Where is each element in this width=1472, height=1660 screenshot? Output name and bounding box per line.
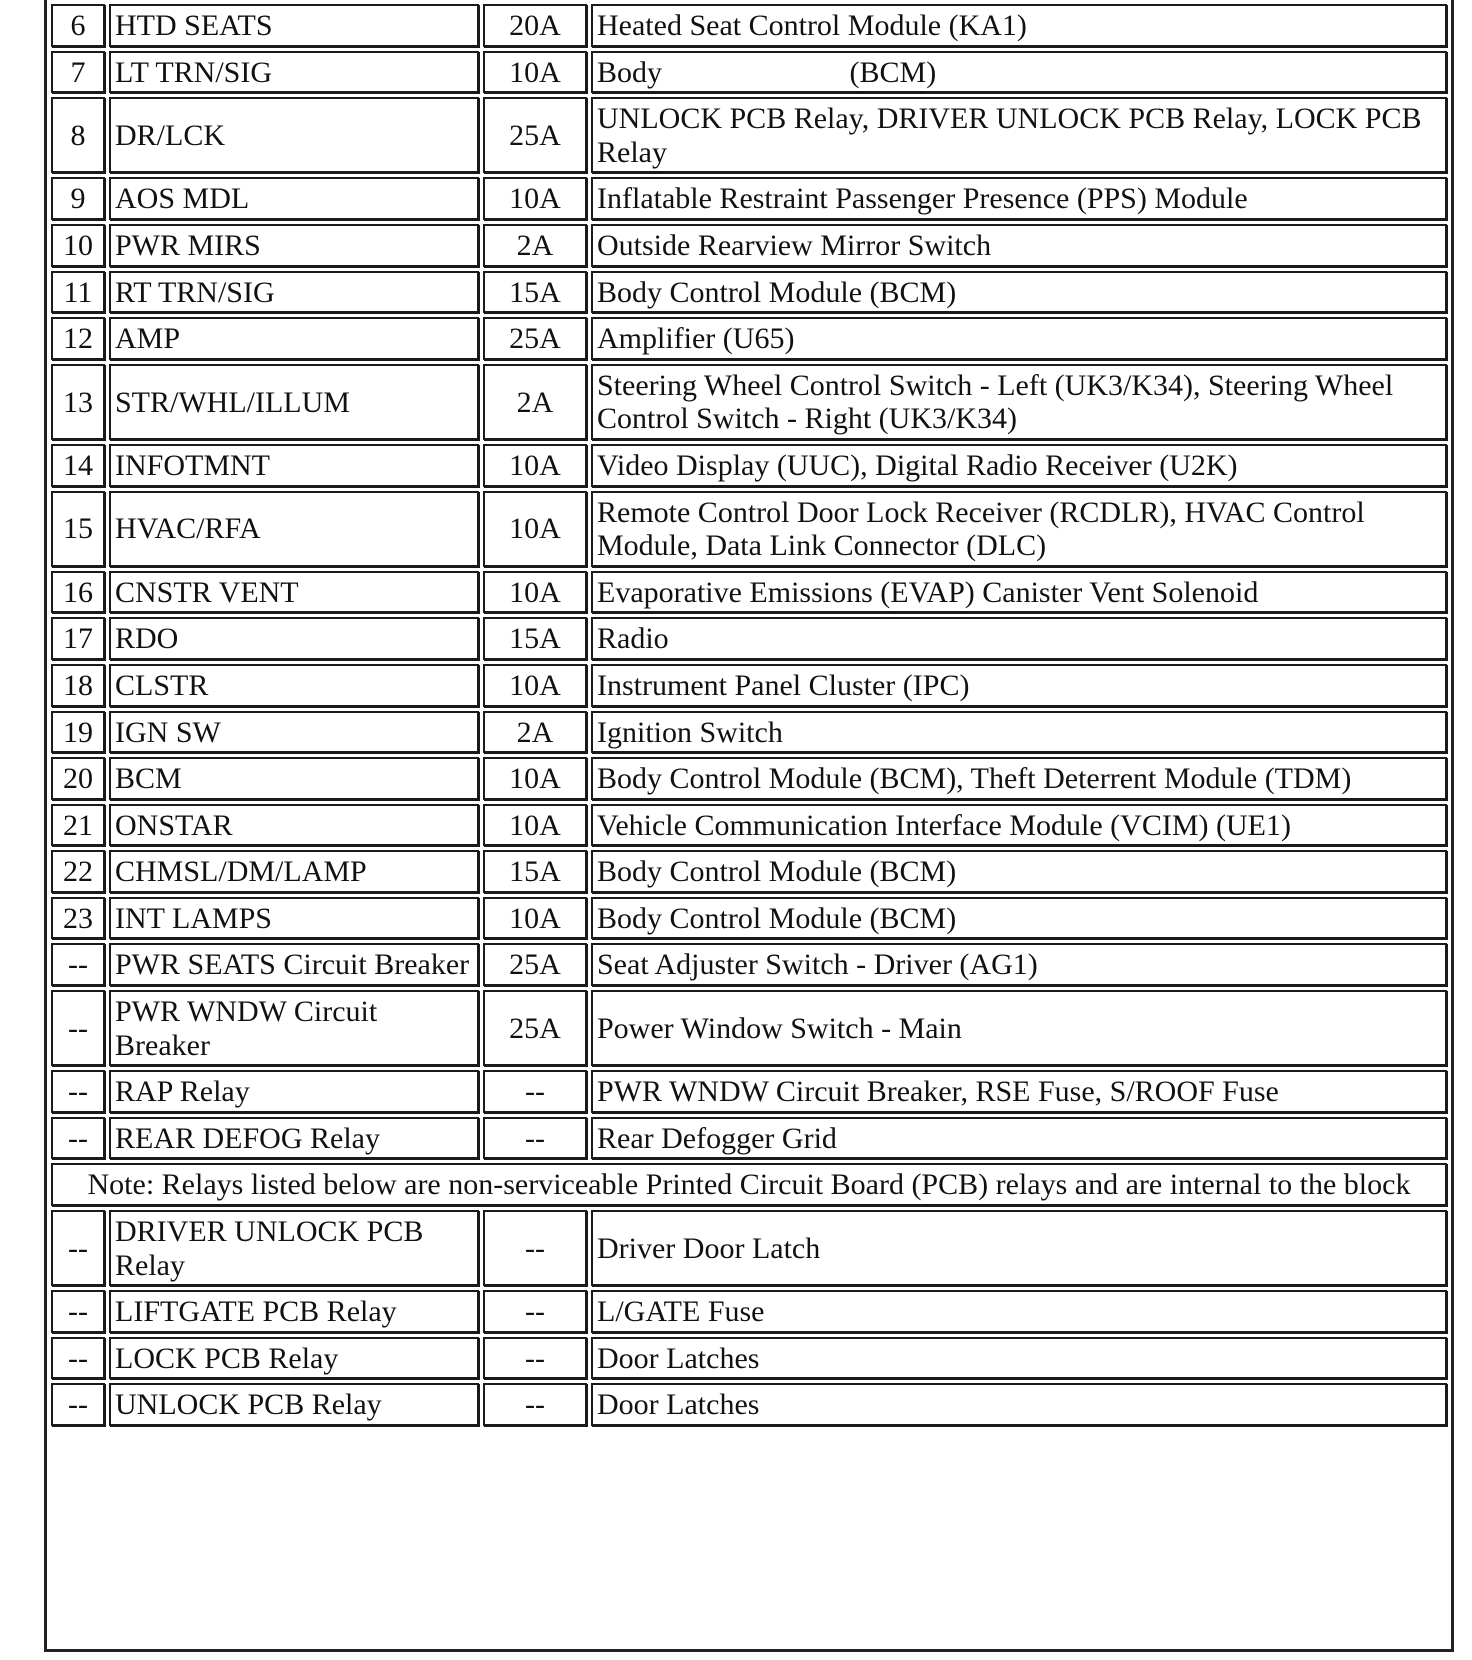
fuse-label: AOS MDL [109, 177, 479, 220]
circuit-description: Body Control Module (BCM) [591, 897, 1447, 940]
fuse-row [51, 897, 1447, 940]
fuse-table [47, 0, 1451, 1430]
fuse-row [51, 271, 1447, 314]
circuit-description: Body Control Module (BCM) [591, 850, 1447, 893]
circuit-description: Door Latches [591, 1383, 1447, 1426]
fuse-rating: -- [483, 1383, 587, 1426]
fuse-number: 18 [51, 664, 105, 707]
fuse-rating: 10A [483, 804, 587, 847]
fuse-row [51, 224, 1447, 267]
circuit-description: UNLOCK PCB Relay, DRIVER UNLOCK PCB Relay, LOCK PCB Relay [591, 97, 1447, 173]
fuse-number: 8 [51, 97, 105, 173]
circuit-description: Body Control Module (BCM), Theft Deterrent Module (TDM) [591, 757, 1447, 800]
fuse-number: 6 [51, 4, 105, 47]
fuse-rating: 25A [483, 97, 587, 173]
fuse-rating: 10A [483, 571, 587, 614]
fuse-rating: 25A [483, 943, 587, 986]
fuse-rating: 10A [483, 757, 587, 800]
fuse-label: AMP [109, 317, 479, 360]
fuse-rating: -- [483, 1210, 587, 1286]
fuse-rating: -- [483, 1290, 587, 1333]
circuit-description: Heated Seat Control Module (KA1) [591, 4, 1447, 47]
circuit-description: L/GATE Fuse [591, 1290, 1447, 1333]
fuse-row [51, 491, 1447, 567]
fuse-label: UNLOCK PCB Relay [109, 1383, 479, 1426]
fuse-number: -- [51, 1383, 105, 1426]
fuse-label: PWR WNDW Circuit Breaker [109, 990, 479, 1066]
fuse-label: BCM [109, 757, 479, 800]
fuse-row [51, 97, 1447, 173]
fuse-row [51, 617, 1447, 660]
fuse-rating: 15A [483, 850, 587, 893]
fuse-rating: -- [483, 1070, 587, 1113]
fuse-rating: 10A [483, 444, 587, 487]
fuse-label: INFOTMNT [109, 444, 479, 487]
fuse-number: -- [51, 990, 105, 1066]
circuit-description: Amplifier (U65) [591, 317, 1447, 360]
fuse-chart-sheet [44, 0, 1454, 1652]
fuse-number: -- [51, 1117, 105, 1160]
fuse-number: 20 [51, 757, 105, 800]
fuse-row [51, 317, 1447, 360]
fuse-row [51, 990, 1447, 1066]
fuse-table-body [51, 4, 1447, 1159]
fuse-label: LT TRN/SIG [109, 51, 479, 94]
fuse-rating: 15A [483, 271, 587, 314]
fuse-number: 9 [51, 177, 105, 220]
circuit-description: Steering Wheel Control Switch - Left (UK3/K34), Steering Wheel Control Switch - Right (UK3/K34) [591, 364, 1447, 440]
fuse-number: 10 [51, 224, 105, 267]
fuse-row [51, 1070, 1447, 1113]
fuse-number: 23 [51, 897, 105, 940]
circuit-description: Power Window Switch - Main [591, 990, 1447, 1066]
fuse-label: ONSTAR [109, 804, 479, 847]
fuse-number: -- [51, 943, 105, 986]
fuse-rating: 2A [483, 711, 587, 754]
fuse-row [51, 850, 1447, 893]
fuse-number: -- [51, 1290, 105, 1333]
circuit-description: Radio [591, 617, 1447, 660]
fuse-label: REAR DEFOG Relay [109, 1117, 479, 1160]
circuit-description: Driver Door Latch [591, 1210, 1447, 1286]
fuse-row [51, 1117, 1447, 1160]
fuse-label: RDO [109, 617, 479, 660]
fuse-rating: 25A [483, 317, 587, 360]
relay-note: Note: Relays listed below are non-serviceable Printed Circuit Board (PCB) relays and are internal to the block [51, 1163, 1447, 1206]
relay-row [51, 1337, 1447, 1380]
circuit-description: Instrument Panel Cluster (IPC) [591, 664, 1447, 707]
fuse-label: CNSTR VENT [109, 571, 479, 614]
note-row [51, 1163, 1447, 1206]
note-section [51, 1163, 1447, 1206]
fuse-number: 17 [51, 617, 105, 660]
fuse-label: STR/WHL/ILLUM [109, 364, 479, 440]
fuse-number: 7 [51, 51, 105, 94]
fuse-number: 11 [51, 271, 105, 314]
fuse-rating: 2A [483, 364, 587, 440]
fuse-rating: 20A [483, 4, 587, 47]
fuse-number: 12 [51, 317, 105, 360]
fuse-number: 21 [51, 804, 105, 847]
fuse-rating: 10A [483, 51, 587, 94]
fuse-number: -- [51, 1070, 105, 1113]
circuit-description: Vehicle Communication Interface Module (VCIM) (UE1) [591, 804, 1447, 847]
fuse-label: PWR SEATS Circuit Breaker [109, 943, 479, 986]
relay-table-body [51, 1210, 1447, 1426]
fuse-number: -- [51, 1337, 105, 1380]
fuse-label: PWR MIRS [109, 224, 479, 267]
fuse-number: 13 [51, 364, 105, 440]
fuse-label: CHMSL/DM/LAMP [109, 850, 479, 893]
fuse-rating: 15A [483, 617, 587, 660]
fuse-row [51, 664, 1447, 707]
fuse-row [51, 757, 1447, 800]
fuse-row [51, 51, 1447, 94]
fuse-label: RT TRN/SIG [109, 271, 479, 314]
fuse-label: HTD SEATS [109, 4, 479, 47]
fuse-number: 15 [51, 491, 105, 567]
circuit-description: Ignition Switch [591, 711, 1447, 754]
fuse-label: CLSTR [109, 664, 479, 707]
circuit-description: Door Latches [591, 1337, 1447, 1380]
fuse-row [51, 444, 1447, 487]
circuit-description: PWR WNDW Circuit Breaker, RSE Fuse, S/ROOF Fuse [591, 1070, 1447, 1113]
fuse-number: 19 [51, 711, 105, 754]
fuse-rating: 10A [483, 177, 587, 220]
fuse-rating: -- [483, 1337, 587, 1380]
circuit-description: Inflatable Restraint Passenger Presence (PPS) Module [591, 177, 1447, 220]
fuse-rating: 10A [483, 664, 587, 707]
fuse-rating: 10A [483, 897, 587, 940]
fuse-label: DR/LCK [109, 97, 479, 173]
fuse-label: INT LAMPS [109, 897, 479, 940]
relay-row [51, 1290, 1447, 1333]
circuit-description: Rear Defogger Grid [591, 1117, 1447, 1160]
circuit-description: Body (BCM) [591, 51, 1447, 94]
fuse-label: RAP Relay [109, 1070, 479, 1113]
relay-row [51, 1210, 1447, 1286]
fuse-label: LIFTGATE PCB Relay [109, 1290, 479, 1333]
fuse-label: IGN SW [109, 711, 479, 754]
fuse-row [51, 177, 1447, 220]
fuse-row [51, 571, 1447, 614]
fuse-row [51, 364, 1447, 440]
fuse-number: 14 [51, 444, 105, 487]
fuse-rating: 10A [483, 491, 587, 567]
circuit-description: Body Control Module (BCM) [591, 271, 1447, 314]
circuit-description: Remote Control Door Lock Receiver (RCDLR), HVAC Control Module, Data Link Connector (DLC) [591, 491, 1447, 567]
circuit-description: Evaporative Emissions (EVAP) Canister Vent Solenoid [591, 571, 1447, 614]
fuse-rating: 2A [483, 224, 587, 267]
fuse-row [51, 4, 1447, 47]
fuse-row [51, 943, 1447, 986]
fuse-label: DRIVER UNLOCK PCB Relay [109, 1210, 479, 1286]
fuse-rating: -- [483, 1117, 587, 1160]
circuit-description: Video Display (UUC), Digital Radio Receiver (U2K) [591, 444, 1447, 487]
fuse-row [51, 711, 1447, 754]
circuit-description: Outside Rearview Mirror Switch [591, 224, 1447, 267]
fuse-number: 16 [51, 571, 105, 614]
fuse-row [51, 804, 1447, 847]
fuse-number: -- [51, 1210, 105, 1286]
fuse-rating: 25A [483, 990, 587, 1066]
relay-row [51, 1383, 1447, 1426]
circuit-description: Seat Adjuster Switch - Driver (AG1) [591, 943, 1447, 986]
fuse-label: LOCK PCB Relay [109, 1337, 479, 1380]
fuse-label: HVAC/RFA [109, 491, 479, 567]
fuse-number: 22 [51, 850, 105, 893]
